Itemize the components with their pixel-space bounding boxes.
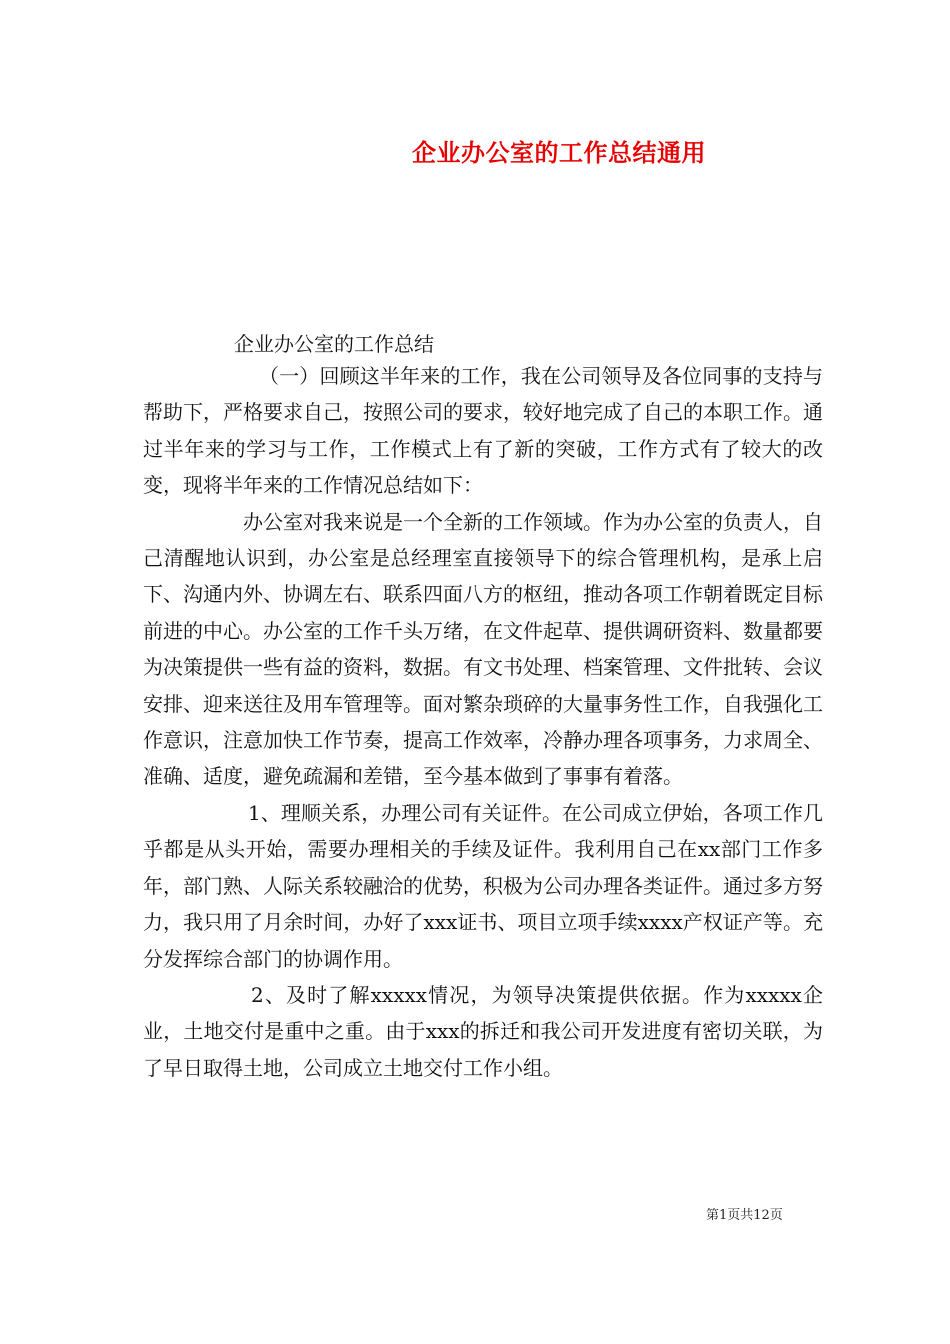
paragraph-office-role: 办公室对我来说是一个全新的工作领域。作为办公室的负责人，自己清醒地认识到，办公室是总经理室直接领导下的综合管理机构，是承上启下、沟通内外、协调左右、联系四面八方的枢纽，推动各项工作朝着既定目标前进的中心。办公室的工作千头万绪，在文件起草、提供调研资料、数量都要为决策提供一些有益的资料，数据。有文书处理、档案管理、文件批转、会议安排、迎来送往及用车管理等。面对繁杂琐碎的大量事务性工作，自我强化工作意识，注意加快工作节奏，提高工作效率，冷静办理各项事务，力求周全、准确、适度，避免疏漏和差错，至今基本做到了事事有着落。 (143, 509, 823, 789)
page-number-footer: 第1页共12页 (706, 1208, 783, 1223)
paragraph-review: （一）回顾这半年来的工作，我在公司领导及各位同事的支持与帮助下，严格要求自己，按照公司的要求，较好地完成了自己的本职工作。通过半年来的学习与工作，工作模式上有了新的突破，工作方式有了较大的改变，现将半年来的工作情况总结如下： (143, 364, 823, 498)
page-title: 企业办公室的工作总结通用 (412, 138, 706, 167)
document-body (143, 358, 823, 1086)
paragraph-certificates: 1、理顺关系，办理公司有关证件。在公司成立伊始，各项工作几乎都是从头开始，需要办理相关的手续及证件。我利用自己在xx部门工作多年，部门熟、人际关系较融洽的优势，积极为公司办理各类证件。通过多方努力，我只用了月余时间，办好了xxx证书、项目立项手续xxxx产权证产等。充分发挥综合部门的协调作用。 (143, 800, 823, 971)
document-subtitle: 企业办公室的工作总结 (234, 332, 434, 356)
paragraph-land-delivery: 2、及时了解xxxxx情况，为领导决策提供依据。作为xxxxx企业，土地交付是重中之重。由于xxx的拆迁和我公司开发进度有密切关联，为了早日取得土地，公司成立土地交付工作小组。 (143, 982, 823, 1080)
